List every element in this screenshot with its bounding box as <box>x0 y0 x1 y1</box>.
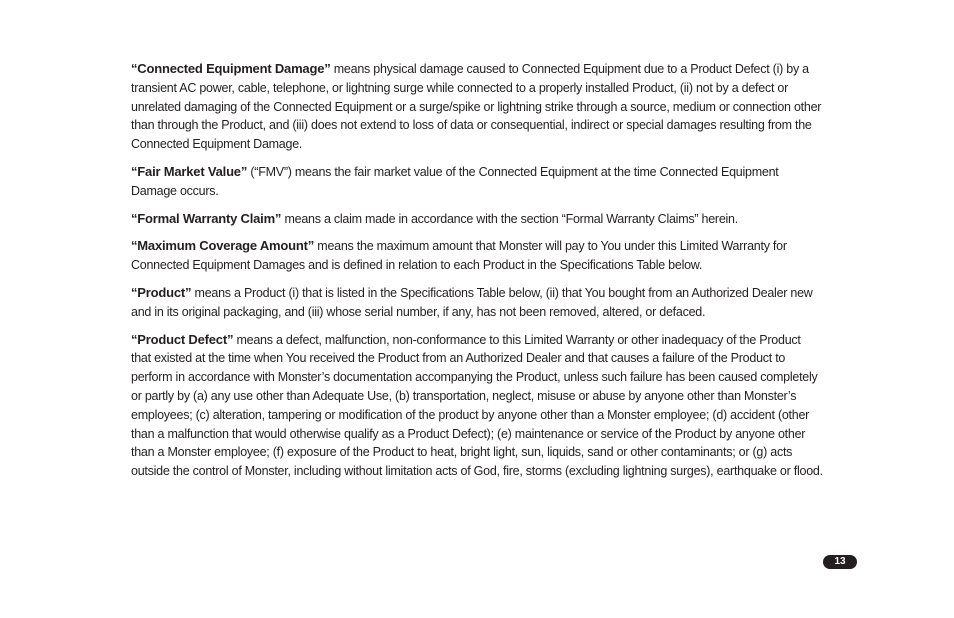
definition-term: “Formal Warranty Claim” <box>131 210 282 226</box>
definition-product <box>131 284 823 322</box>
definitions-list <box>131 60 823 490</box>
definition-term: “Fair Market Value” <box>131 163 248 179</box>
definition-term: “Product Defect” <box>131 331 234 347</box>
definition-product-defect <box>131 331 823 481</box>
definition-text: means a claim made in accordance with the section “Formal Warranty Claims” herein. <box>281 211 738 226</box>
definition-connected-equipment-damage <box>131 60 823 154</box>
page-number-badge: 13 <box>823 555 857 569</box>
definition-fair-market-value <box>131 163 823 201</box>
definition-text: means the maximum amount that Monster will pay to You under this Limited Warranty for Connected Equipment Damages and is defined in relation to each Product in the Specifications Table below. <box>131 239 787 273</box>
definition-maximum-coverage-amount <box>131 237 823 275</box>
definition-term: “Connected Equipment Damage” <box>131 61 331 76</box>
definition-formal-warranty-claim <box>131 210 823 229</box>
definition-term: “Product” <box>131 284 192 300</box>
definition-text: means physical damage caused to Connected Equipment due to a Product Defect (i) by a transient AC power, cable, telephone, or lightning surge while connected to a properly installed Product, (ii) not by a defect or unrelated damaging of the Connected Equipment or a surge/spike or lightning strike through a source, medium or connection other than through the Product, and (iii) does not extend to loss of data or consequential, indirect or special damages resulting from the Connected Equipment Damage. <box>131 62 822 152</box>
definition-text: means a Product (i) that is listed in the Specifications Table below, (ii) that You bought from an Authorized Dealer new and in its original packaging, and (iii) whose serial number, if any, has not been removed, altered, or defaced. <box>131 285 813 319</box>
definition-term: “Maximum Coverage Amount” <box>131 238 315 254</box>
definition-text: (“FMV”) means the fair market value of the Connected Equipment at the time Connected Equipment Damage occurs. <box>131 164 779 198</box>
definition-text: means a defect, malfunction, non-conformance to this Limited Warranty or other inadequacy of the Product that existed at the time when You received the Product from an Authorized Dealer and that causes a failure of the Product to perform in accordance with Monster’s documentation accompanying the Product, unless such failure has been caused completely or partly by (a) any use other than Adequate Use, (b) transportation, neglect, misuse or abuse by anyone other than Monster’s employees; (c) alteration, tampering or modification of the product by anyone other than a Monster employee; (d) accident (other than a malfunction that would otherwise qualify as a Product Defect); (e) maintenance or service of the Product by anyone other than a Monster employee; (f) exposure of the Product to heat, bright light, sun, liquids, sand or other contaminants; or (g) acts outside the control of Monster, including without limitation acts of God, fire, storms (excluding lightning surges), earthquake or flood. <box>131 332 823 479</box>
